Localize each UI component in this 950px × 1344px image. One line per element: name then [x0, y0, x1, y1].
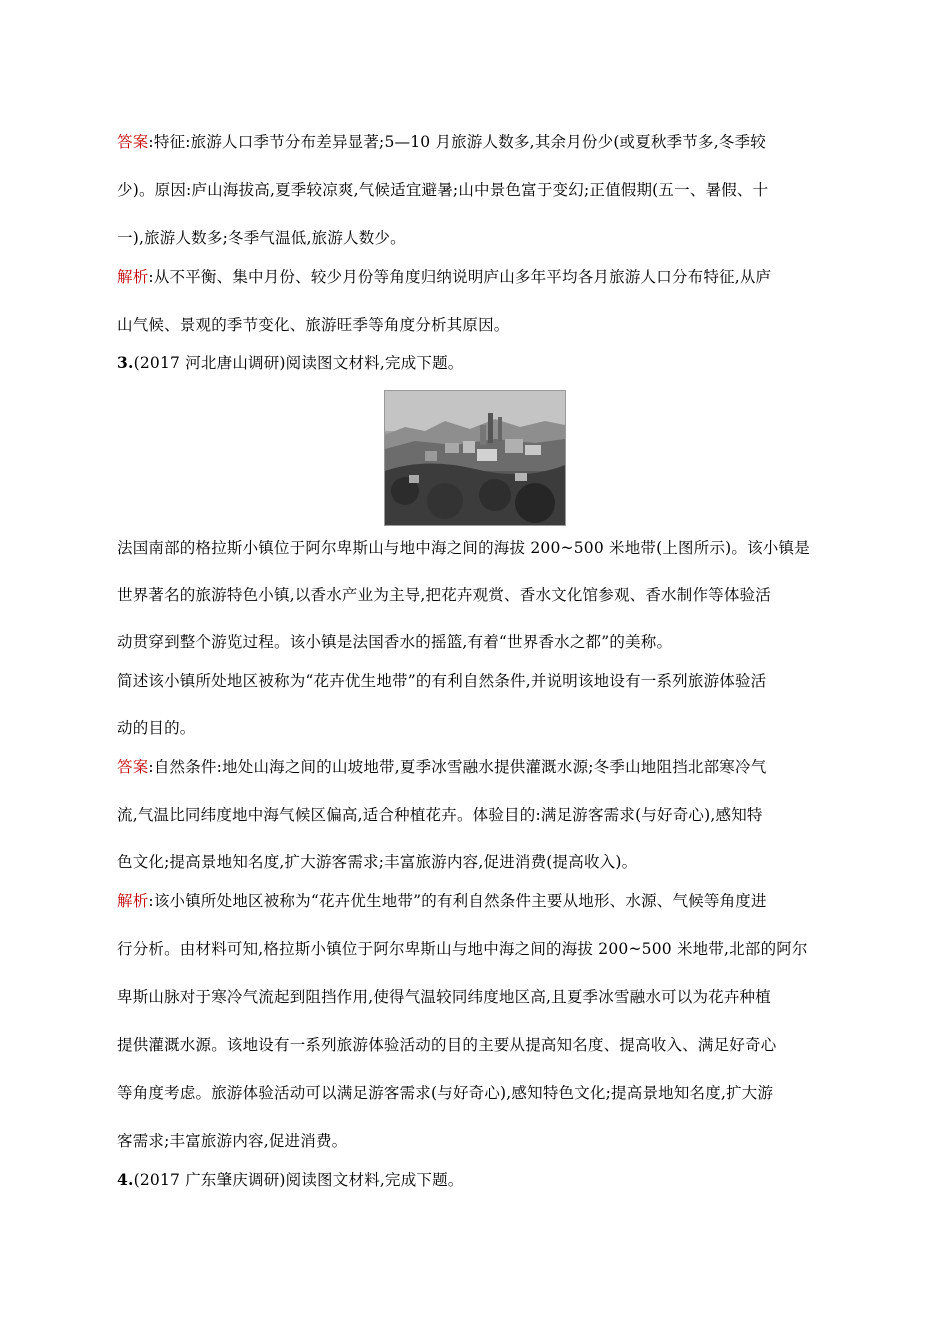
analysis-1-line-1: 解析:从不平衡、集中月份、较少月份等角度归纳说明庐山多年平均各月旅游人口分布特征,从庐: [117, 268, 772, 286]
question-4-number: 4.: [117, 1170, 134, 1189]
analysis-1-line-2: 山气候、景观的季节变化、旅游旺季等角度分析其原因。: [117, 316, 510, 334]
analysis-label: 解析: [117, 268, 149, 286]
analysis-3-line-2: 行分析。由材料可知,格拉斯小镇位于阿尔卑斯山与地中海之间的海拔 200~500 米地带,北部的阿尔: [117, 940, 808, 958]
question-3-number: 3.: [117, 353, 134, 372]
material-3-line-1: 法国南部的格拉斯小镇位于阿尔卑斯山与地中海之间的海拔 200~500 米地带(上图所示)。该小镇是: [117, 539, 810, 557]
prompt-3-line-1: 简述该小镇所处地区被称为“花卉优生地带”的有利自然条件,并说明该地设有一系列旅游体验活: [117, 672, 767, 690]
answer-3-line-2: 流,气温比同纬度地中海气候区偏高,适合种植花卉。体验目的:满足游客需求(与好奇心),感知特: [117, 806, 763, 824]
answer-label: 答案: [117, 758, 149, 776]
answer-label: 答案: [117, 133, 149, 151]
analysis-3-line-4: 提供灌溉水源。该地设有一系列旅游体验活动的目的主要从提高知名度、提高收入、满足好奇心: [117, 1036, 777, 1054]
town-photo-illustration: [385, 391, 565, 525]
analysis-3-line-3: 卑斯山脉对于寒冷气流起到阻挡作用,使得气温较同纬度地区高,且夏季冰雪融水可以为花卉种植: [117, 988, 771, 1006]
question-3-heading: 3.(2017 河北唐山调研)阅读图文材料,完成下题。: [117, 353, 464, 372]
answer-1-line-1: 答案:特征:旅游人口季节分布差异显著;5—10 月旅游人数多,其余月份少(或夏秋季节多,冬季较: [117, 133, 766, 151]
analysis-3-line-6: 客需求;丰富旅游内容,促进消费。: [117, 1132, 348, 1150]
answer-3-line-1: 答案:自然条件:地处山海之间的山坡地带,夏季冰雪融水提供灌溉水源;冬季山地阻挡北部寒冷气: [117, 758, 767, 776]
town-photo: [384, 390, 566, 526]
analysis-label: 解析: [117, 892, 149, 910]
answer-1-line-3: 一),旅游人数多;冬季气温低,旅游人数少。: [117, 229, 406, 247]
answer-1-line-2: 少)。原因:庐山海拔高,夏季较凉爽,气候适宜避暑;山中景色富于变幻;正值假期(五一、暑假、十: [117, 181, 769, 199]
prompt-3-line-2: 动的目的。: [117, 719, 196, 737]
question-4-heading: 4.(2017 广东肇庆调研)阅读图文材料,完成下题。: [117, 1170, 464, 1189]
material-3-line-2: 世界著名的旅游特色小镇,以香水产业为主导,把花卉观赏、香水文化馆参观、香水制作等体验活: [117, 586, 771, 604]
answer-3-line-3: 色文化;提高景地知名度,扩大游客需求;丰富旅游内容,促进消费(提高收入)。: [117, 853, 638, 871]
analysis-3-line-5: 等角度考虑。旅游体验活动可以满足游客需求(与好奇心),感知特色文化;提高景地知名度,扩大游: [117, 1084, 774, 1102]
material-3-line-3: 动贯穿到整个游览过程。该小镇是法国香水的摇篮,有着“世界香水之都”的美称。: [117, 633, 673, 651]
analysis-3-line-1: 解析:该小镇所处地区被称为“花卉优生地带”的有利自然条件主要从地形、水源、气候等角度进: [117, 892, 767, 910]
